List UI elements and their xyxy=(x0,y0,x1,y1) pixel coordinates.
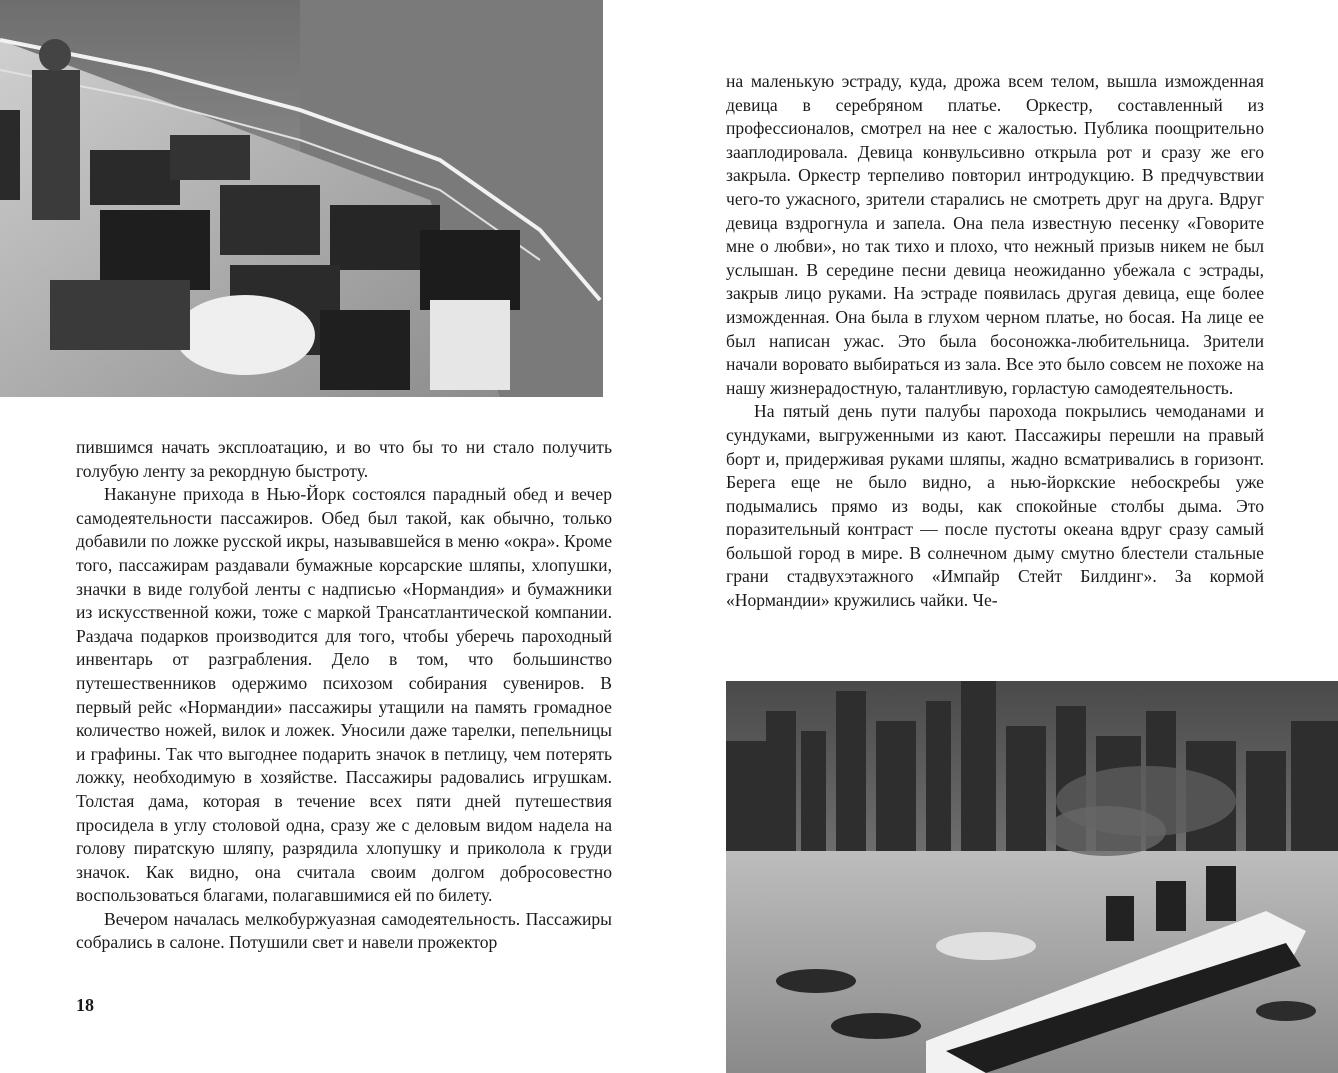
left-column-text xyxy=(76,436,612,955)
right-column-text xyxy=(726,70,1264,613)
left-paragraph: Вечером началась мелкобуржуазная самодеятельность. Пассажиры собрались в салоне. Потушили свет и навели прожектор xyxy=(76,908,612,953)
right-paragraph: На пятый день пути палубы парохода покрылись чемоданами и сундуками, выгруженными из кают. Пассажиры перешли на правый борт и, придерживая руками шляпы, жадно всматривались в горизонт. Берега еще не было видно, а нью-йоркские небоскребы уже подымались прямо из воды, как спокойные столбы дыма. Это поразительный контраст — после пустоты океана вдруг сразу самый большой город в мире. В солнечном дыму смутно блестели стальные грани стадвухэтажного «Импайр Стейт Билдинг». За кормой «Нормандии» кружились чайки. Че- xyxy=(726,401,1264,611)
left-paragraph: Накануне прихода в Нью-Йорк состоялся парадный обед и вечер самодеятельности пассажиров. Обед был такой, как обычно, только добавили по ложке русской икры, называвшейся в меню «окра». Кроме того, пассажирам раздавали бумажные корсарские шляпы, хлопушки, значки в виде голубой ленты с надписью «Нормандия» и бумажники из искусственной кожи, тоже с маркой Трансатлантической компании. Раздача подарков производится для того, чтобы уберечь пароходный инвентарь от разграбления. Дело в том, что большинство путешественников одержимо психозом собирания сувениров. В первый рейс «Нормандии» пассажиры утащили на память громадное количество ножей, вилок и ложек. Уносили даже тарелки, пепельницы и графины. Так что выгоднее подарить значок в петлицу, чем потерять ложку, необходимую в хозяйстве. Пассажиры радовались игрушкам. Толстая дама, которая в течение всех пяти дней путешествия просидела в углу столовой одна, сразу же с деловым видом надела на голову пиратскую шляпу, разрядила хлопушку и приколола к груди значок. Как видно, она считала своим долгом добросовестно воспользоваться благами, полагавшимися ей по билету. xyxy=(76,484,612,906)
right-paragraph: на маленькую эстраду, куда, дрожа всем телом, вышла изможденная девица в серебряном платье. Оркестр, составленный из профессионалов, смотрел на нее с жалостью. Публика поощрительно зааплодировала. Девица конвульсивно открыла рот и сразу же его закрыла. Оркестр терпеливо повторил интродукцию. В предчувствии чего-то ужасного, зрители старались не смотреть друг на друга. Вдруг девица вздрогнула и запела. Она пела известную песенку «Говорите мне о любви», но так тихо и плохо, что нежный призыв никем не был услышан. В середине песни девица неожиданно убежала с эстрады, закрыв лицо руками. На эстраде появилась другая девица, еще более изможденная. Она была в глухом черном платье, но босая. На лице ее был написан ужас. Это была босоножка-любительница. Зрители начали воровато выбираться из зала. Все это было совсем не похоже на нашу жизнерадостную, талантливую, горластую самодеятельность. xyxy=(726,71,1264,398)
page-number: 18 xyxy=(76,995,94,1015)
harbor-liner-photo xyxy=(726,681,1338,1073)
deck-luggage-photo xyxy=(0,0,603,397)
left-paragraph: пившимся начать эксплоатацию, и во что бы то ни стало получить голубую ленту за рекордную быстроту. xyxy=(76,437,612,481)
